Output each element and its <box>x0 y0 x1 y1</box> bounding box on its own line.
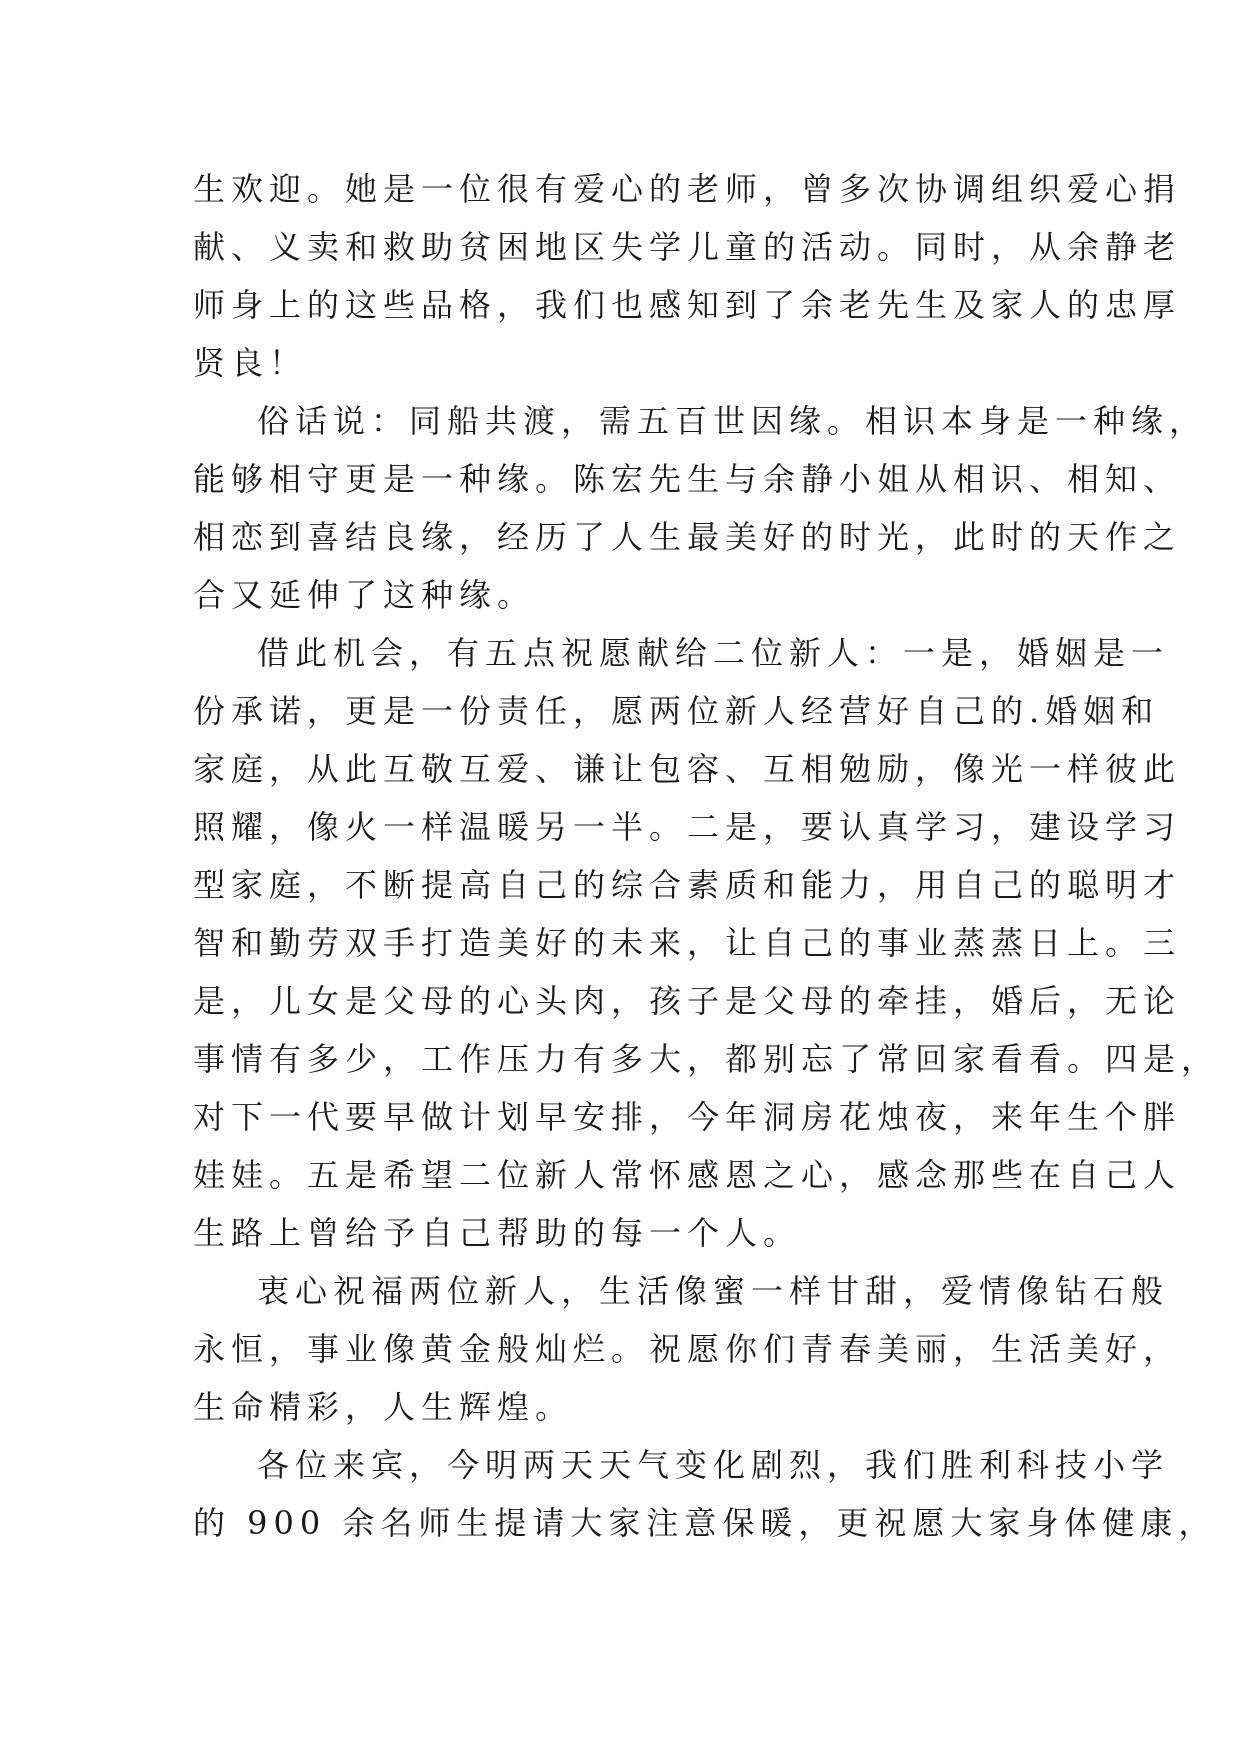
text-line: 是，儿女是父母的心头肉，孩子是父母的牵挂，婚后，无论 <box>193 982 1182 1020</box>
text-line: 照耀，像火一样温暖另一半。二是，要认真学习，建设学习 <box>193 808 1182 846</box>
text-line: 的 900 余名师生提请大家注意保暖，更祝愿大家身体健康， <box>193 1504 1217 1542</box>
text-line: 娃娃。五是希望二位新人常怀感恩之心，感念那些在自己人 <box>193 1156 1182 1194</box>
text-line: 合又延伸了这种缘。 <box>193 576 536 614</box>
text-line: 生命精彩，人生辉煌。 <box>193 1388 574 1426</box>
text-line: 生欢迎。她是一位很有爱心的老师，曾多次协调组织爱心捐 <box>193 170 1182 208</box>
text-line: 贤良！ <box>193 344 308 382</box>
text-line: 型家庭，不断提高自己的综合素质和能力，用自己的聪明才 <box>193 866 1182 904</box>
text-line: 能够相守更是一种缘。陈宏先生与余静小姐从相识、相知、 <box>193 460 1182 498</box>
text-line: 永恒，事业像黄金般灿烂。祝愿你们青春美丽，生活美好， <box>193 1330 1182 1368</box>
paragraph-first-line: 借此机会，有五点祝愿献给二位新人：一是，婚姻是一 <box>257 634 1170 672</box>
paragraph-first-line: 俗话说：同船共渡，需五百世因缘。相识本身是一种缘， <box>257 402 1208 440</box>
text-line: 师身上的这些品格，我们也感知到了余老先生及家人的忠厚 <box>193 286 1182 324</box>
paragraph-first-line: 各位来宾，今明两天天气变化剧烈，我们胜利科技小学 <box>257 1446 1170 1484</box>
text-line: 事情有多少，工作压力有多大，都别忘了常回家看看。四是， <box>193 1040 1220 1078</box>
text-line: 对下一代要早做计划早安排，今年洞房花烛夜，来年生个胖 <box>193 1098 1182 1136</box>
text-line: 相恋到喜结良缘，经历了人生最美好的时光，此时的天作之 <box>193 518 1182 556</box>
paragraph-first-line: 衷心祝福两位新人，生活像蜜一样甘甜，爱情像钻石般 <box>257 1272 1170 1310</box>
text-line: 生路上曾给予自己帮助的每一个人。 <box>193 1214 802 1252</box>
text-line: 智和勤劳双手打造美好的未来，让自己的事业蒸蒸日上。三 <box>193 924 1182 962</box>
text-line: 家庭，从此互敬互爱、谦让包容、互相勉励，像光一样彼此 <box>193 750 1182 788</box>
text-line: 献、义卖和救助贫困地区失学儿童的活动。同时，从余静老 <box>193 228 1182 266</box>
text-line: 份承诺，更是一份责任，愿两位新人经营好自己的.婚姻和 <box>193 692 1160 730</box>
